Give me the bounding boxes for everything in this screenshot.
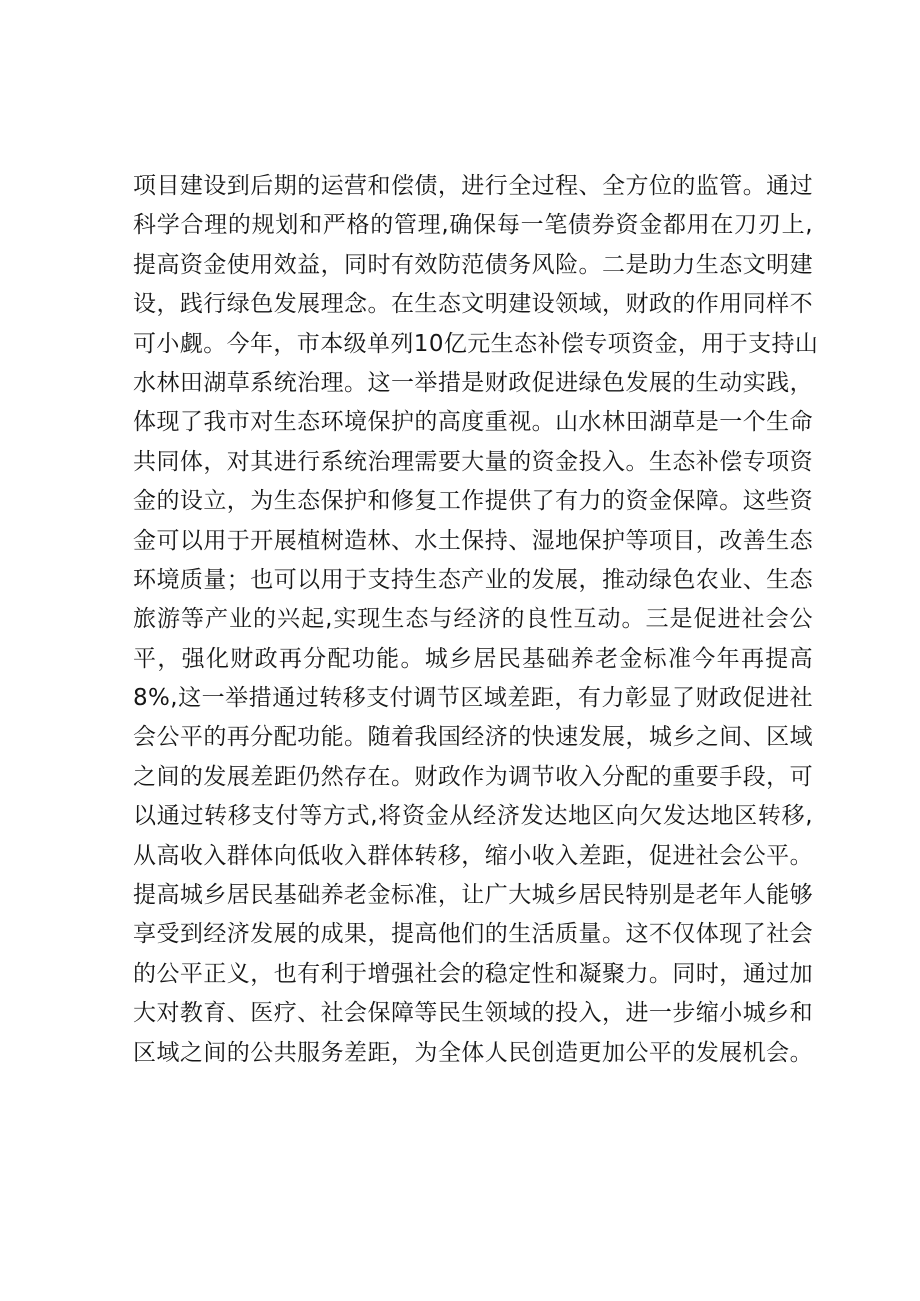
text-line: 科学合理的规划和严格的管理,确保每一笔债券资金都用在刀刃上, (133, 212, 813, 239)
text-line: 享受到经济发展的成果，提高他们的生活质量。这不仅体现了社会 (133, 921, 813, 948)
text-line: 的公平正义，也有利于增强社会的稳定性和凝聚力。同时，通过加 (133, 960, 813, 987)
text-line: 金的设立，为生态保护和修复工作提供了有力的资金保障。这些资 (133, 488, 813, 515)
text-line: 金可以用于开展植树造林、水土保持、湿地保护等项目，改善生态 (133, 527, 813, 554)
body-paragraph (133, 167, 819, 1073)
text-line: 体现了我市对生态环境保护的高度重视。山水林田湖草是一个生命 (133, 409, 813, 436)
text-line: 平，强化财政再分配功能。城乡居民基础养老金标准今年再提高 (133, 645, 813, 672)
text-line: 区域之间的公共服务差距，为全体人民创造更加公平的发展机会。 (133, 1039, 813, 1066)
text-line: 水林田湖草系统治理。这一举措是财政促进绿色发展的生动实践， (133, 369, 813, 396)
text-line: 之间的发展差距仍然存在。财政作为调节收入分配的重要手段，可 (133, 763, 813, 790)
text-line: 从高收入群体向低收入群体转移，缩小收入差距，促进社会公平。 (133, 842, 813, 869)
text-line: 大对教育、医疗、社会保障等民生领域的投入，进一步缩小城乡和 (133, 1000, 813, 1027)
text-line: 提高城乡居民基础养老金标准，让广大城乡居民特别是老年人能够 (133, 882, 813, 909)
text-line: 环境质量；也可以用于支持生态产业的发展，推动绿色农业、生态 (133, 566, 813, 593)
text-line: 项目建设到后期的运营和偿债，进行全过程、全方位的监管。通过 (133, 173, 813, 199)
text-line: 提高资金使用效益，同时有效防范债务风险。二是助力生态文明建 (133, 251, 813, 278)
text-line: 共同体，对其进行系统治理需要大量的资金投入。生态补偿专项资 (133, 448, 813, 475)
text-line: 旅游等产业的兴起,实现生态与经济的良性互动。三是促进社会公 (133, 606, 813, 633)
text-line: 设，践行绿色发展理念。在生态文明建设领域，财政的作用同样不 (133, 291, 813, 318)
text-line: 以通过转移支付等方式,将资金从经济发达地区向欠发达地区转移, (133, 803, 813, 830)
text-line: 会公平的再分配功能。随着我国经济的快速发展，城乡之间、区域 (133, 724, 813, 751)
text-line: 可小觑。今年，市本级单列10亿元生态补偿专项资金，用于支持山 (133, 330, 819, 357)
text-line: 8%,这一举措通过转移支付调节区域差距，有力彰显了财政促进社 (133, 685, 813, 712)
